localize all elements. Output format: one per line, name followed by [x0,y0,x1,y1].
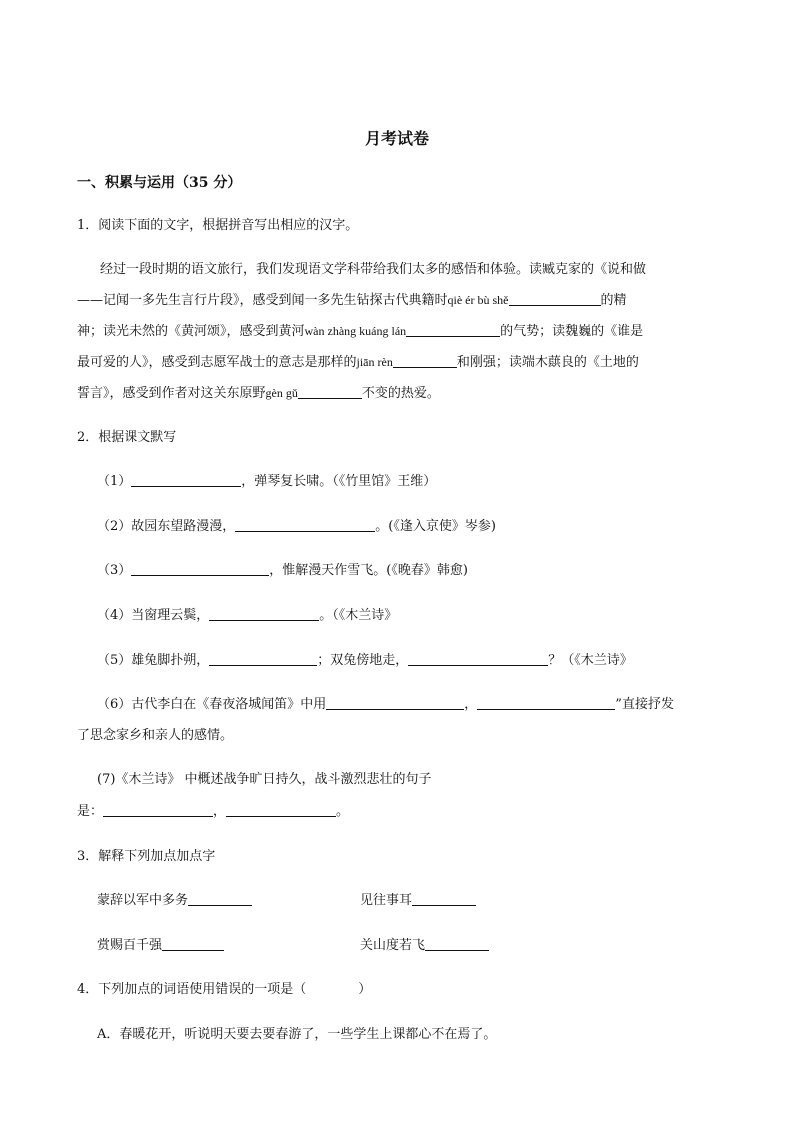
question-3-stem: 3．解释下列加点加点字 [77,849,216,864]
q4-option-a: A．春暖花开，听说明天要去要春游了，一些学生上课都心不在焉了。 [97,1027,497,1042]
pinyin: jiān rèn [356,355,393,369]
answer-blank[interactable] [209,606,319,621]
q3-word-4: 关山度若飞 [360,934,489,953]
answer-blank[interactable] [412,891,476,906]
q2-item-6-continued: 了思念家乡和亲人的感情。 [77,728,234,743]
q2-item-5: （5）雄兔脚扑朔， ；双兔傍地走， ？（《木兰诗》 [97,653,633,668]
q2-item-4: （4）当窗理云鬓， 。（《木兰诗》 [97,608,398,623]
q2-item-6: （6）古代李白在《春夜洛城闻笛》中用 ， ”直接抒发 [97,697,674,712]
answer-blank[interactable] [408,651,548,666]
q1-paragraph-line-2: ——记闻一多先生言行片段》，感受到闻一多先生钻探古代典籍时qiè ér bù shě 的精 [77,293,627,308]
pinyin: gèn gǔ [265,386,298,400]
answer-blank[interactable] [326,695,464,710]
pinyin: qiè ér bù shě [447,293,509,307]
answer-blank[interactable] [131,561,269,576]
page-title: 月考试卷 [364,129,429,148]
answer-blank[interactable] [103,802,213,817]
q2-item-1: （1） ，弹琴复长啸。（《竹里馆》王维） [97,474,437,489]
answer-blank[interactable] [209,651,317,666]
answer-blank[interactable] [298,384,362,399]
q2-item-3: （3） ，惟解漫天作雪飞。(《晚春》韩愈) [97,563,468,578]
answer-blank[interactable] [425,936,489,951]
q3-word-1: 蒙辞以军中多务 [97,889,252,908]
pinyin: wàn zhàng kuáng lán [304,324,407,338]
q1-paragraph-line-4: 最可爱的人》，感受到志愿军战士的意志是那样的jiān rèn 和刚强；读端木蕻良的《土地的 [77,355,639,370]
question-2-stem: 2．根据课文默写 [77,430,177,445]
answer-blank[interactable] [406,322,500,337]
q1-paragraph-line-1: 经过一段时期的语文旅行，我们发现语文学科带给我们太多的感悟和体验。读臧克家的《说和做 [100,262,647,277]
answer-blank[interactable] [235,517,375,532]
q3-word-3: 赏赐百千强 [97,934,224,953]
answer-blank[interactable] [188,891,252,906]
answer-blank[interactable] [131,472,241,487]
answer-blank[interactable] [226,802,336,817]
answer-blank[interactable] [393,353,457,368]
q1-paragraph-line-3: 神；读光未然的《黄河颂》，感受到黄河wàn zhàng kuáng lán 的气势；读魏巍的《谁是 [77,324,644,339]
q2-item-7-answer-line: 是： ， 。 [77,804,350,819]
section-heading: 一、积累与运用（35 分） [77,175,242,191]
answer-blank[interactable] [509,291,601,306]
q3-word-2: 见往事耳 [360,889,476,908]
answer-blank[interactable] [477,695,615,710]
q2-item-2: （2）故园东望路漫漫， 。(《逢入京使》岑参) [97,519,496,534]
q1-paragraph-line-5: 誓言》，感受到作者对这关东原野gèn gǔ 不变的热爱。 [77,386,440,401]
q2-item-7: (7)《木兰诗》 中概述战争旷日持久，战斗激烈悲壮的句子 [97,772,432,787]
question-4-stem: 4．下列加点的词语使用错误的一项是（ ） [77,982,372,997]
answer-blank[interactable] [162,936,224,951]
question-1-stem: 1．阅读下面的文字，根据拼音写出相应的汉字。 [77,218,359,233]
